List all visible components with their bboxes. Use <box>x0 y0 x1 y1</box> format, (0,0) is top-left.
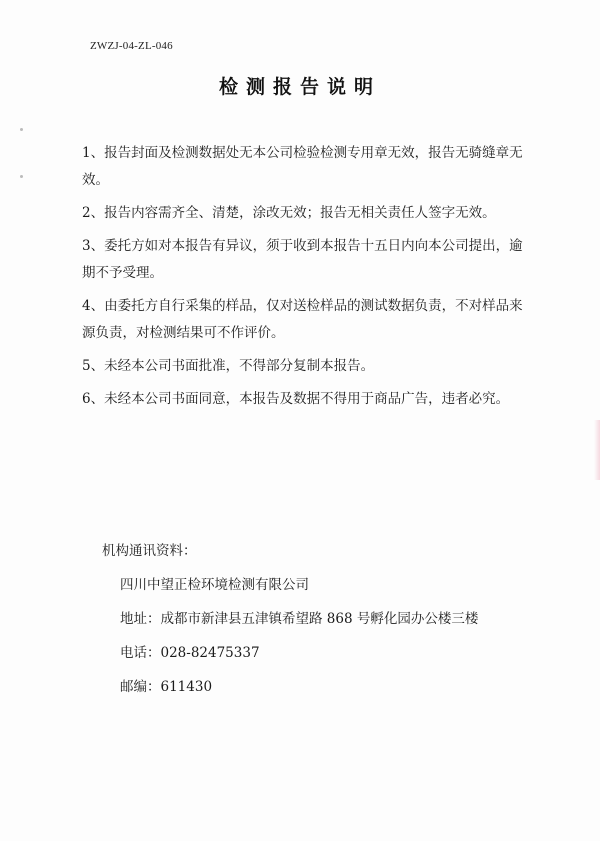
contact-heading: 机构通讯资料： <box>102 543 197 559</box>
term-number: 4、 <box>82 298 105 314</box>
term-text: 由委托方自行采集的样品，仅对送检样品的测试数据负责，不对样品来源负责，对检测结果可不作评价。 <box>82 298 523 341</box>
address-label: 地址： <box>120 611 161 627</box>
term-number: 6、 <box>82 391 105 407</box>
terms-list <box>82 140 532 419</box>
term-item-4 <box>82 293 532 347</box>
contact-info <box>102 540 522 710</box>
term-text: 未经本公司书面批准，不得部分复制本报告。 <box>104 358 375 374</box>
phone-value: 028-82475337 <box>160 645 260 661</box>
term-text: 未经本公司书面同意，本报告及数据不得用于商品广告，违者必究。 <box>104 391 510 407</box>
term-item-5 <box>82 353 532 380</box>
term-text: 报告内容需齐全、清楚，涂改无效；报告无相关责任人签字无效。 <box>104 205 496 221</box>
seal-edge <box>594 420 600 480</box>
term-number: 2、 <box>82 205 105 221</box>
term-item-2 <box>82 200 532 227</box>
term-text: 委托方如对本报告有异议，须于收到本报告十五日内向本公司提出，逾期不予受理。 <box>82 238 523 281</box>
term-text: 报告封面及检测数据处无本公司检验检测专用章无效，报告无骑缝章无效。 <box>82 145 523 188</box>
term-item-1 <box>82 140 532 194</box>
phone-line <box>120 642 522 664</box>
postcode-label: 邮编： <box>120 679 161 695</box>
company-name: 四川中望正检环境检测有限公司 <box>120 577 309 593</box>
term-number: 5、 <box>82 358 105 374</box>
term-item-3 <box>82 233 532 287</box>
phone-label: 电话： <box>120 645 161 661</box>
term-number: 1、 <box>82 145 105 161</box>
term-number: 3、 <box>82 238 105 254</box>
term-item-6 <box>82 386 532 413</box>
document-code: ZWZJ-04-ZL-046 <box>90 40 173 52</box>
postcode-line <box>120 676 522 698</box>
postcode-value: 611430 <box>160 679 213 695</box>
scan-speck <box>20 128 23 131</box>
scan-speck <box>20 175 23 178</box>
address-value: 成都市新津县五津镇希望路 868 号孵化园办公楼三楼 <box>160 611 479 627</box>
page-title: 检测报告说明 <box>218 76 381 98</box>
address-line <box>120 608 522 630</box>
